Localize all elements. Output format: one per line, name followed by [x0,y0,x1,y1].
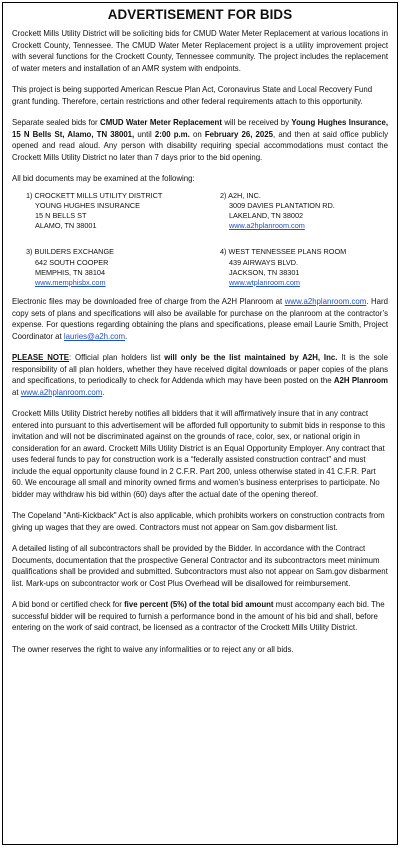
text: Electronic files may be downloaded free of charge from the A2H Planroom at [12,297,285,307]
subcontractors-paragraph: A detailed listing of all subcontractors shall be provided by the Bidder. In accordance with the Contract Documents, documentation that the prospective General Contractor and its subcontractors meet minimum qualifications shall be provided and submitted. Subcontractors must also not appear on Sam.gov disbarment list. Mark-ups on subcontractor work or Cost Plus Overhead will be disallowed for reimbursement. [12,544,388,588]
note-paragraph [12,352,388,398]
email-link[interactable]: lauries@a2h.com [63,331,126,341]
location-item [220,191,390,232]
note-emphasis: will only be the list maintained by A2H, Inc. [164,353,338,363]
location-item [26,247,220,288]
text: must accompany each bid. The successful bidder will be required to furnish a performance bond in the amount of his bid and shall, before entering on the work of said contract, be licensed as a contractor of the Crockett Mills Utility District. [12,600,385,633]
text: . Hard copy sets of plans and specifications will also be available for purchase on the planroom at the contractor’s expense. For questions regarding obtaining the plans and specifications, please email Laurie Smith, Project Coordinator at [12,297,388,341]
equal-opportunity-paragraph: Crockett Mills Utility District hereby notifies all bidders that it will affirmatively insure that in any contract entered into pursuant to this advertisement will be afforded full opportunity to submit bids in response to this invitation and will not be discriminated against on the grounds of race, color, sex, or national origin in consideration for an award. Crockett Mills Utility District is an Equal Opportunity Employer. Any contract that uses federal funds to pay for construction work is a “federally assisted construction contract” and must include the equal opportunity clause found in 2 C.F.R. Part 200, unless otherwise stated in 41 C.F.R. Part 60. We encourage all small and minority owned firms and women’s business enterprises to participate. No bidder may withdraw his bid within (60) days after the actual date of the opening thereof. [12,409,386,499]
bid-time: 2:00 p.m. [154,129,190,139]
sealed-bids-paragraph [12,117,388,163]
location-line: LAKELAND, TN 38002 [229,210,304,220]
location-link[interactable]: www.a2hplanroom.com [229,221,305,231]
text: . [125,331,128,341]
location-line: ALAMO, TN 38001 [35,221,97,231]
location-line: 642 SOUTH COOPER [35,257,109,267]
text: : Official plan holders list [69,353,165,363]
location-link[interactable]: www.memphisbx.com [35,277,106,287]
location-line: 3009 DAVIES PLANTATION RD. [229,200,335,210]
text: . [102,387,105,397]
bond-amount: five percent (5%) of the total bid amount [124,600,274,610]
planroom-link[interactable]: www.a2hplanroom.com [284,297,367,307]
intro-paragraph: Crockett Mills Utility District will be soliciting bids for CMUD Water Meter Replacement at various locations in Crockett County, Tennessee. The CMUD Water Meter Replacement project is a utility improvement project with several functions for the Crockett County, Tennessee community. The project includes the replacement of water meters and installation of an AMR system with endpoints. [12,29,388,73]
location-link[interactable]: www.wtplanroom.com [229,277,300,287]
text: A bid bond or certified check for [12,600,125,610]
planroom-link[interactable]: www.a2hplanroom.com [20,387,103,397]
text: Separate sealed bids for [12,118,101,127]
advertisement [2,2,398,845]
examined-paragraph: All bid documents may be examined at the following: [12,174,195,183]
location-name: 3) BUILDERS EXCHANGE [26,247,114,257]
electronic-files-paragraph [12,296,388,342]
location-item [220,247,390,288]
funding-paragraph: This project is being supported American Rescue Plan Act, Coronavirus State and Local Recovery Fund grant funding. Therefore, certain restrictions and other federal requirements attach to this opportunity. [12,85,373,106]
text: on [189,129,205,139]
reserve-paragraph: The owner reserves the right to waive any informalities or to reject any or all bids. [12,644,294,654]
text: , and then at said office publicly opened and read aloud. Any person with disability requiring special accommodations must contact the Crockett Mills Utility District no later than 7 days prior to the bid opening. [12,129,389,162]
location-line: MEMPHIS, TN 38104 [35,267,106,277]
location-line: YOUNG HUGHES INSURANCE [35,200,141,210]
project-name: CMUD Water Meter Replacement [100,118,222,127]
copeland-paragraph: The Copeland "Anti-Kickback" Act is also applicable, which prohibits workers on construction contracts from giving up wages that they are owed. Contractors must not appear on Sam.gov disbarment list. [12,511,385,532]
bid-date: February 26, 2025 [204,129,274,139]
text: will be received by [221,118,292,127]
location-name: 2) A2H, INC. [220,190,261,200]
text: at [12,387,21,397]
note-label: PLEASE NOTE [12,353,69,363]
page-title: ADVERTISEMENT FOR BIDS [107,7,293,22]
bid-bond-paragraph [12,599,388,634]
location-name: 4) WEST TENNESSEE PLANS ROOM [220,247,347,257]
bid-office: Young Hughes Insurance, 15 N Bells St, Alamo, TN 38001, [12,118,388,139]
text: until [134,129,155,139]
location-item [26,191,220,232]
planroom-name: A2H Planroom [333,376,388,386]
location-line: JACKSON, TN 38301 [229,267,300,277]
location-line: 439 AIRWAYS BLVD. [229,257,299,267]
text: It is the sole responsibility of all plan holders, whether they have received digital downloads or paper copies of the plans and specifications, to periodically to check for Addenda which may have been posted on the [12,353,388,386]
locations-list [26,191,388,289]
location-name: 1) CROCKETT MILLS UTILITY DISTRICT [26,190,163,200]
location-line: 15 N BELLS ST [35,210,87,220]
